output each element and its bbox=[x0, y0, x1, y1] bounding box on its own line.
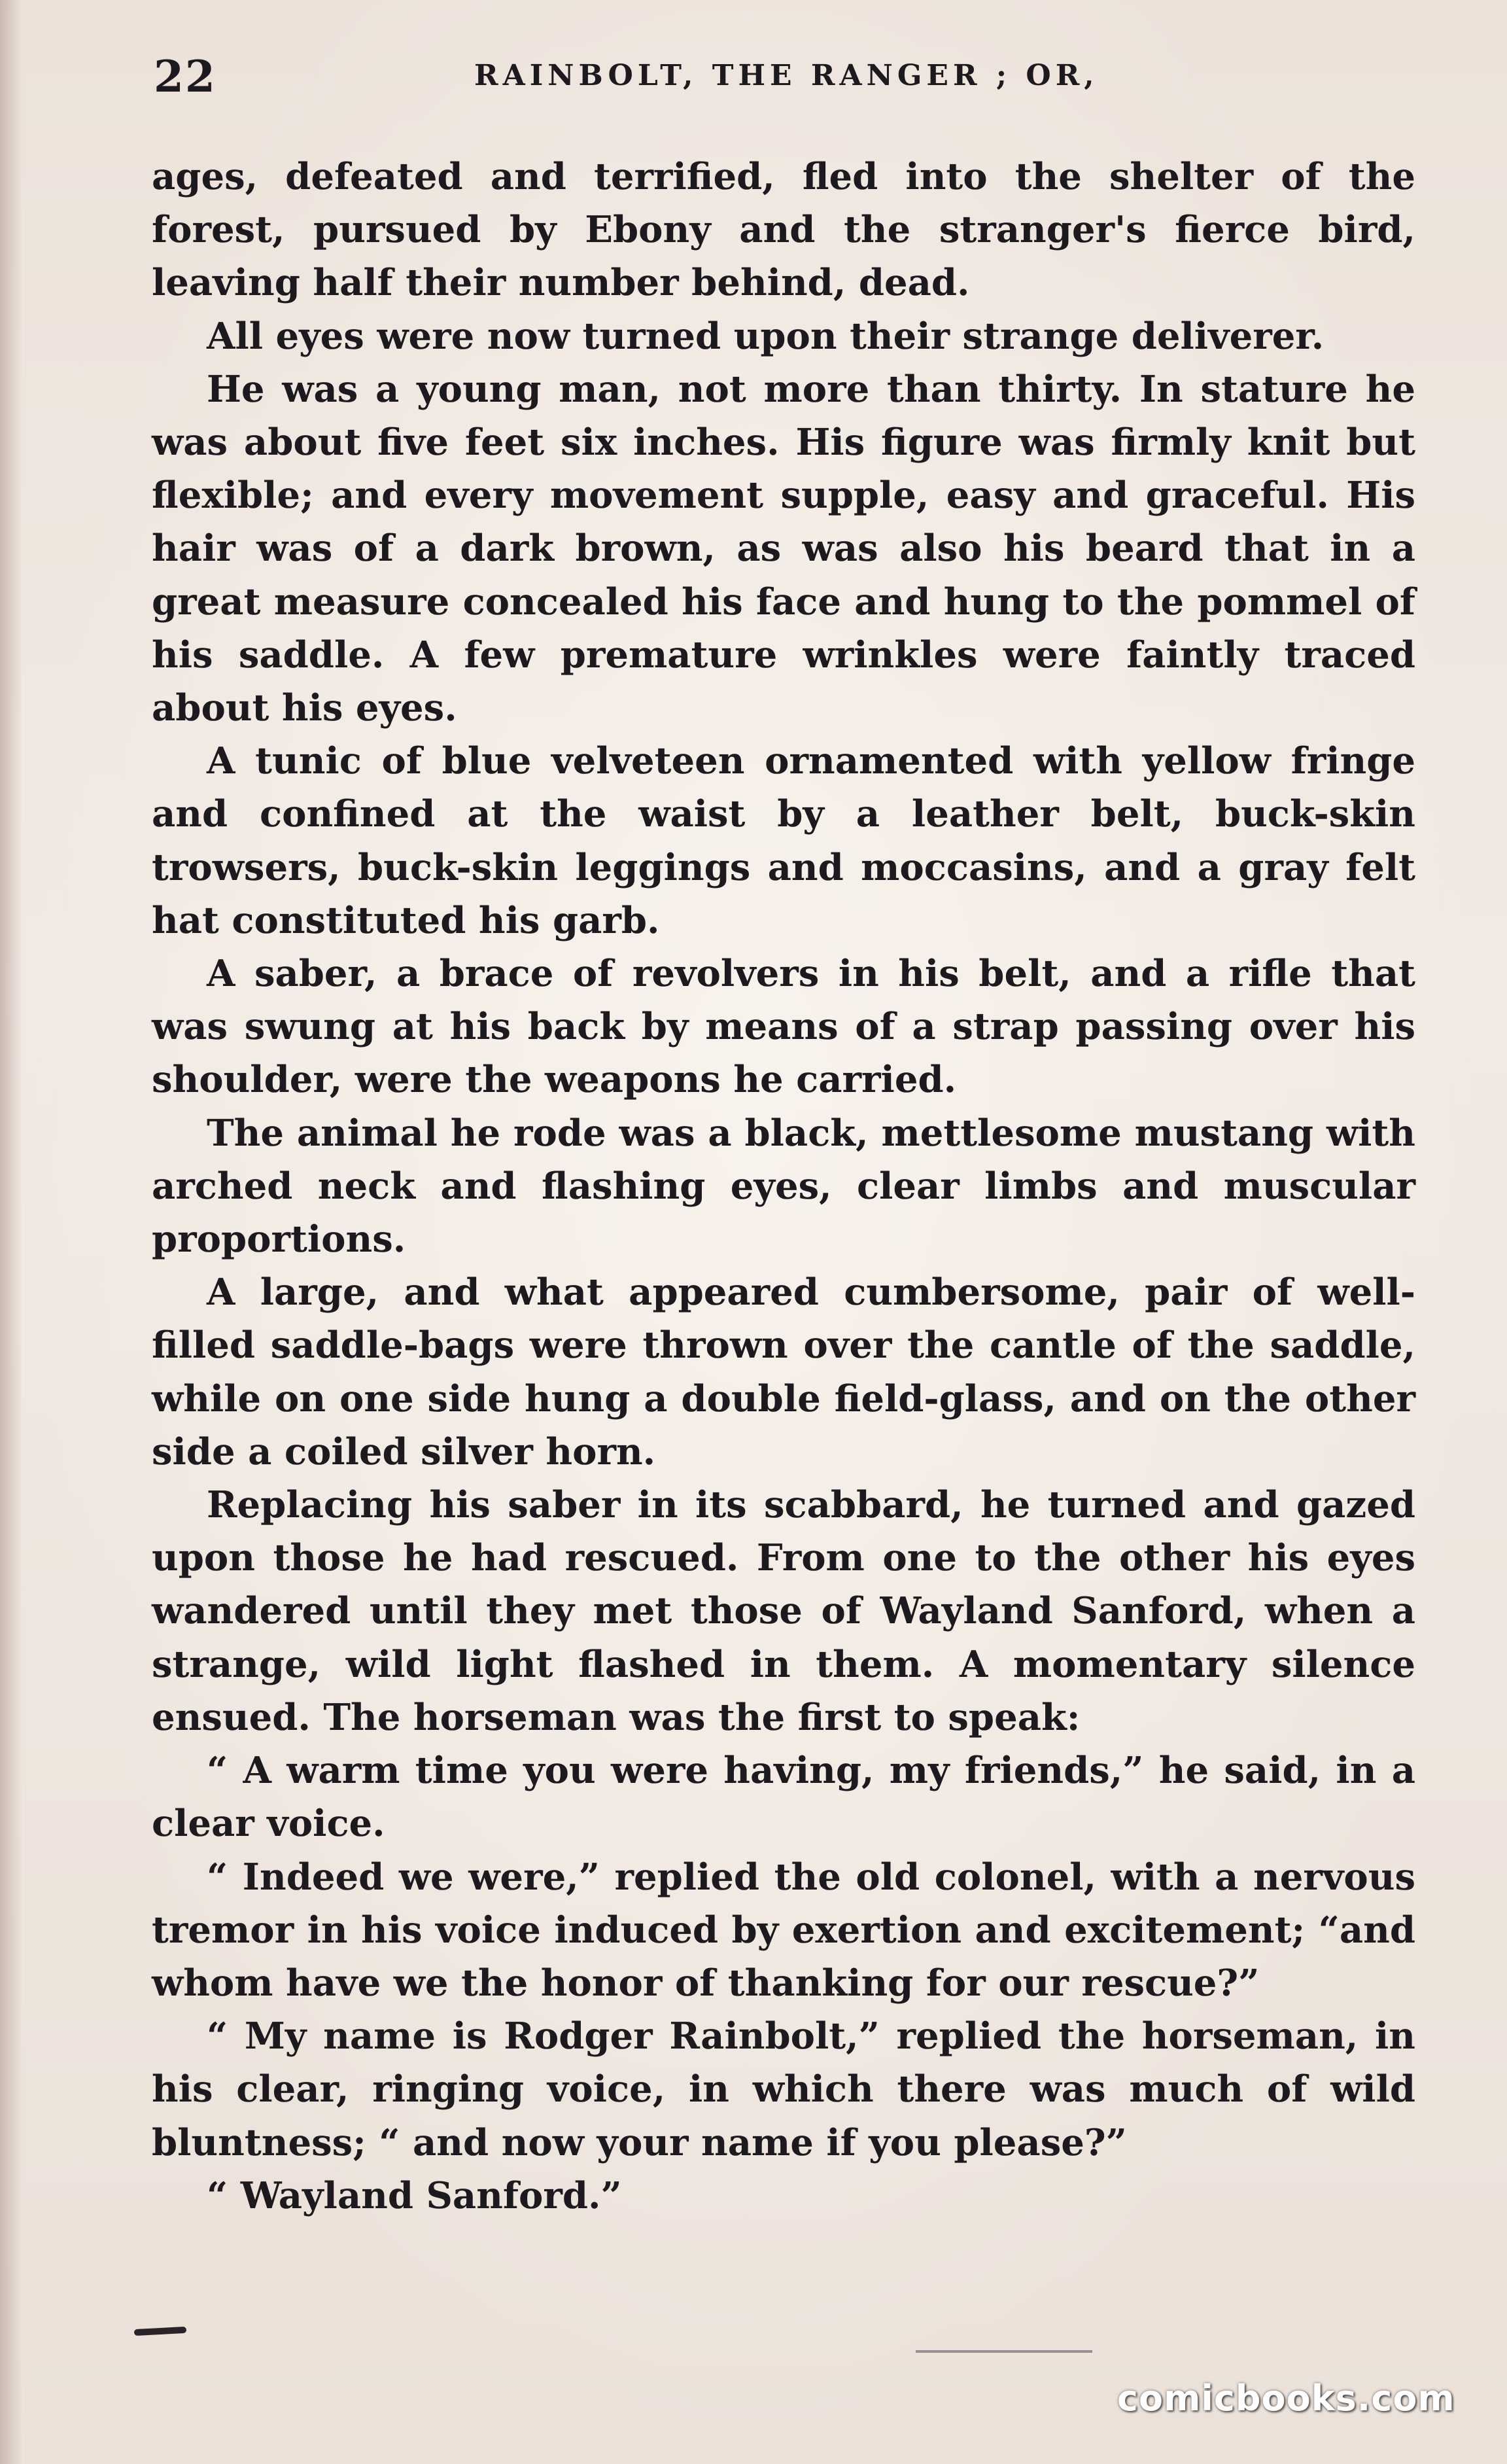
ink-dash-mark bbox=[134, 2327, 186, 2336]
page-number: 22 bbox=[154, 51, 217, 102]
paragraph: “ Indeed we were,” replied the old colonel, with a nervous tremor in his voice induced by exertion and excitement; “and whom have we the honor of thanking for our rescue?” bbox=[152, 1855, 1415, 2005]
paragraph: ages, defeated and terrified, fled into the shelter of the forest, pursued by Ebony and the stranger's fierce bird, leaving half their number behind, dead. bbox=[152, 155, 1415, 305]
paragraph: The animal he rode was a black, mettlesome mustang with arched neck and flashing eyes, clear limbs and muscular proportions. bbox=[152, 1111, 1415, 1261]
paragraph: All eyes were now turned upon their strange deliverer. bbox=[207, 314, 1325, 358]
paragraph: A saber, a brace of revolvers in his belt, and a rifle that was swung at his back by means of a strap passing over his shoulder, were the weapons he carried. bbox=[152, 952, 1415, 1102]
paragraph: “ My name is Rodger Rainbolt,” replied the horseman, in his clear, ringing voice, in which there was much of wild bluntness; “ and now your name if you please?” bbox=[152, 2015, 1415, 2164]
page-gutter-shadow bbox=[0, 0, 22, 2464]
paragraph: A tunic of blue velveteen ornamented with yellow fringe and confined at the waist by a leather belt, buck-skin trowsers, buck-skin leggings and moccasins, and a gray felt hat constituted his garb. bbox=[152, 739, 1415, 942]
paragraph: He was a young man, not more than thirty. In stature he was about five feet six inches. His figure was firmly knit but flexible; and every movement supple, easy and graceful. His hair was of a dark brown, as was also his beard that in a great measure concealed his face and hung to the pommel of his saddle. A few premature wrinkles were faintly traced about his eyes. bbox=[152, 367, 1415, 730]
paragraph: A large, and what appeared cumbersome, pair of well-filled saddle-bags were thrown over the cantle of the saddle, while on one side hung a double field-glass, and on the other side a coiled silver horn. bbox=[152, 1271, 1415, 1473]
body-text bbox=[152, 150, 1415, 2223]
paragraph: Replacing his saber in its scabbard, he turned and gazed upon those he had rescued. From one to the other his eyes wandered until they met those of Wayland Sanford, when a strange, wild light flashed in them. A momentary silence ensued. The horseman was the first to speak: bbox=[152, 1483, 1415, 1739]
running-head bbox=[147, 51, 1419, 110]
watermark-text: comicbooks.com bbox=[1117, 2378, 1455, 2419]
footer-rule bbox=[916, 2350, 1092, 2353]
running-head-title: RAINBOLT, THE RANGER ; OR, bbox=[474, 59, 1099, 92]
paragraph: “ Wayland Sanford.” bbox=[207, 2174, 622, 2217]
paragraph: “ A warm time you were having, my friends,” he said, in a clear voice. bbox=[152, 1749, 1415, 1846]
